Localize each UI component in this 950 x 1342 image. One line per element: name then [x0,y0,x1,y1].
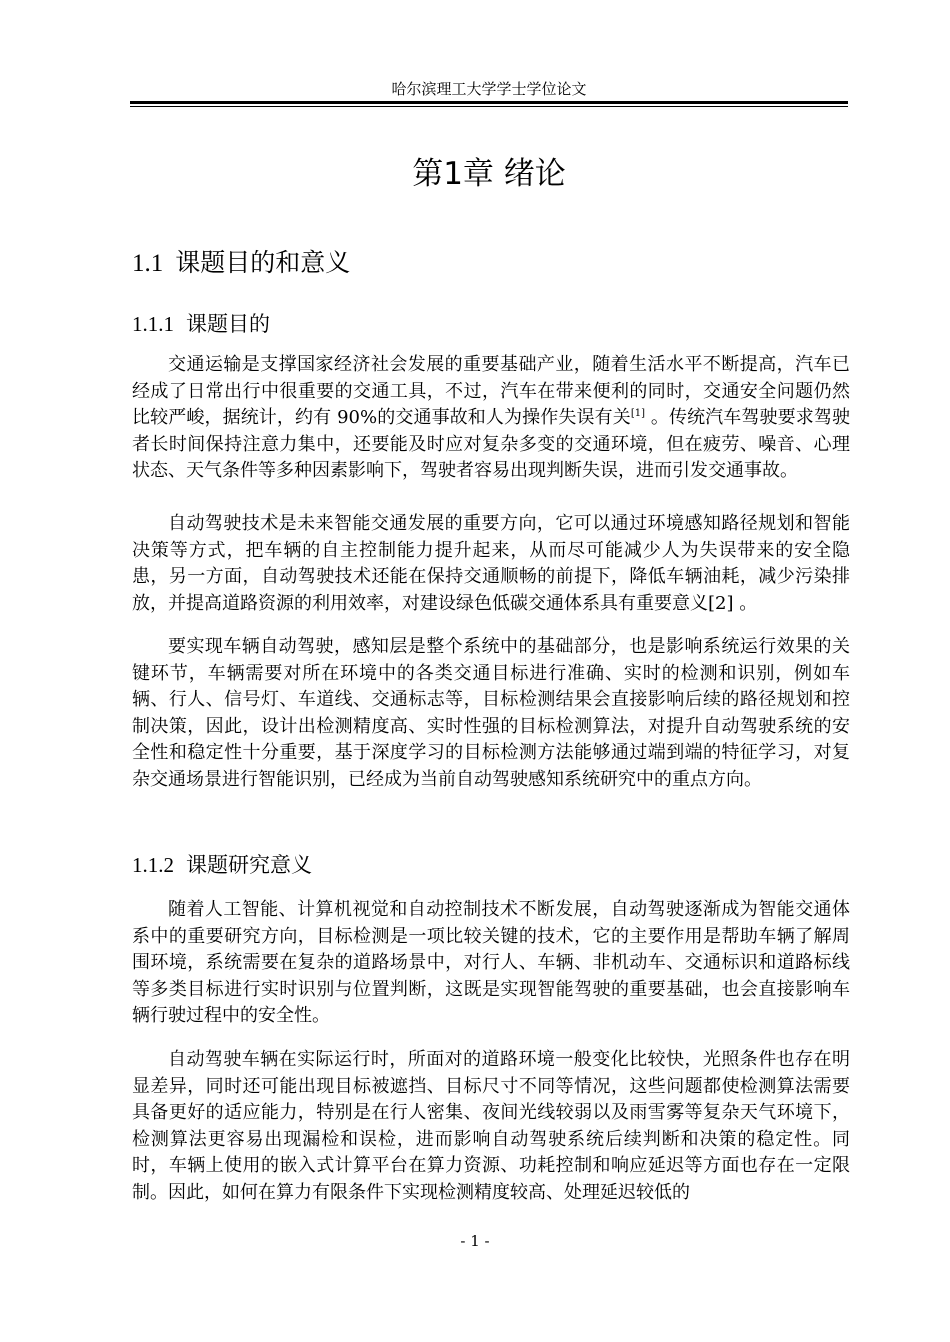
section-number: 1.1 [132,250,164,277]
citation-1: [1] [630,408,645,420]
header-rule-thick [130,101,848,104]
subsection-number-1: 1.1.1 [132,312,174,336]
paragraph-4: 随着人工智能、计算机视觉和自动控制技术不断发展，自动驾驶逐渐成为智能交通体系中的重要研究方向，目标检测是一项比较关键的技术，它的主要作用是帮助车辆了解周围环境，系统需要在复杂的道路场景中，对行人、车辆、非机动车、交通标识和道路标线等多类目标进行实时识别与位置判断，这既是实现智能驾驶的重要基础，也会直接影响车辆行驶过程中的安全性。 [132,899,850,1027]
paragraph-3: 要实现车辆自动驾驶，感知层是整个系统中的基础部分，也是影响系统运行效果的关键环节，车辆需要对所在环境中的各类交通目标进行准确、实时的检测和识别，例如车辆、行人、信号灯、车道线、交通标志等，目标检测结果会直接影响后续的路径规划和控制决策，因此，设计出检测精度高、实时性强的目标检测算法，对提升自动驾驶系统的安全性和稳定性十分重要，基于深度学习的目标检测方法能够通过端到端的特征学习，对复杂交通场景进行智能识别，已经成为当前自动驾驶感知系统研究中的重点方向。 [132,636,850,790]
chapter-title: 第1章 绪论 [412,156,566,192]
section-title: 课题目的和意义 [175,248,351,277]
subsection-title-2: 课题研究意义 [186,853,312,877]
section-heading [132,245,350,282]
header-rule-thin [130,106,848,107]
subsection-title-1: 课题目的 [186,312,270,336]
paragraph-5: 自动驾驶车辆在实际运行时，所面对的道路环境一般变化比较快，光照条件也存在明显差异，同时还可能出现目标被遮挡、目标尺寸不同等情况，这些问题都使检测算法需要具备更好的适应能力，特别是在行人密集、夜间光线较弱以及雨雪雾等复杂天气环境下，检测算法更容易出现漏检和误检，进而影响自动驾驶系统后续判断和决策的稳定性。同时，车辆上使用的嵌入式计算平台在算力资源、功耗控制和响应延迟等方面也存在一定限制。因此，如何在算力有限条件下实现检测精度较高、处理延迟较低的 [132,1049,850,1203]
subsection-number-2: 1.1.2 [132,853,174,877]
page-number: - 1 - [460,1232,490,1250]
paragraph-2: 自动驾驶技术是未来智能交通发展的重要方向，它可以通过环境感知路径规划和智能决策等方式，把车辆的自主控制能力提升起来，从而尽可能减少人为失误带来的安全隐患，另一方面，自动驾驶技术还能在保持交通顺畅的前提下，降低车辆油耗，减少污染排放，并提高道路资源的利用效率，对建设绿色低碳交通体系具有重要意义[2] 。 [132,513,850,614]
subsection-heading-2 [132,850,312,880]
running-header: 哈尔滨理工大学学士学位论文 [391,80,587,98]
paragraph-1: 交通运输是支撑国家经济社会发展的重要基础产业，随着生活水平不断提高，汽车已经成了日常出行中很重要的交通工具，不过，汽车在带来便利的同时，交通安全问题仍然比较严峻，据统计，约有 90%的交通事故和人为操作失误有关[1] 。传统汽车驾驶要求驾驶者长时间保持注意力集中，还要能及时应对复杂多变的交通环境，但在疲劳、噪音、心理状态、天气条件等多种因素影响下，驾驶者容易出现判断失误，进而引发交通事故。 [132,354,850,482]
subsection-heading-1 [132,309,270,339]
